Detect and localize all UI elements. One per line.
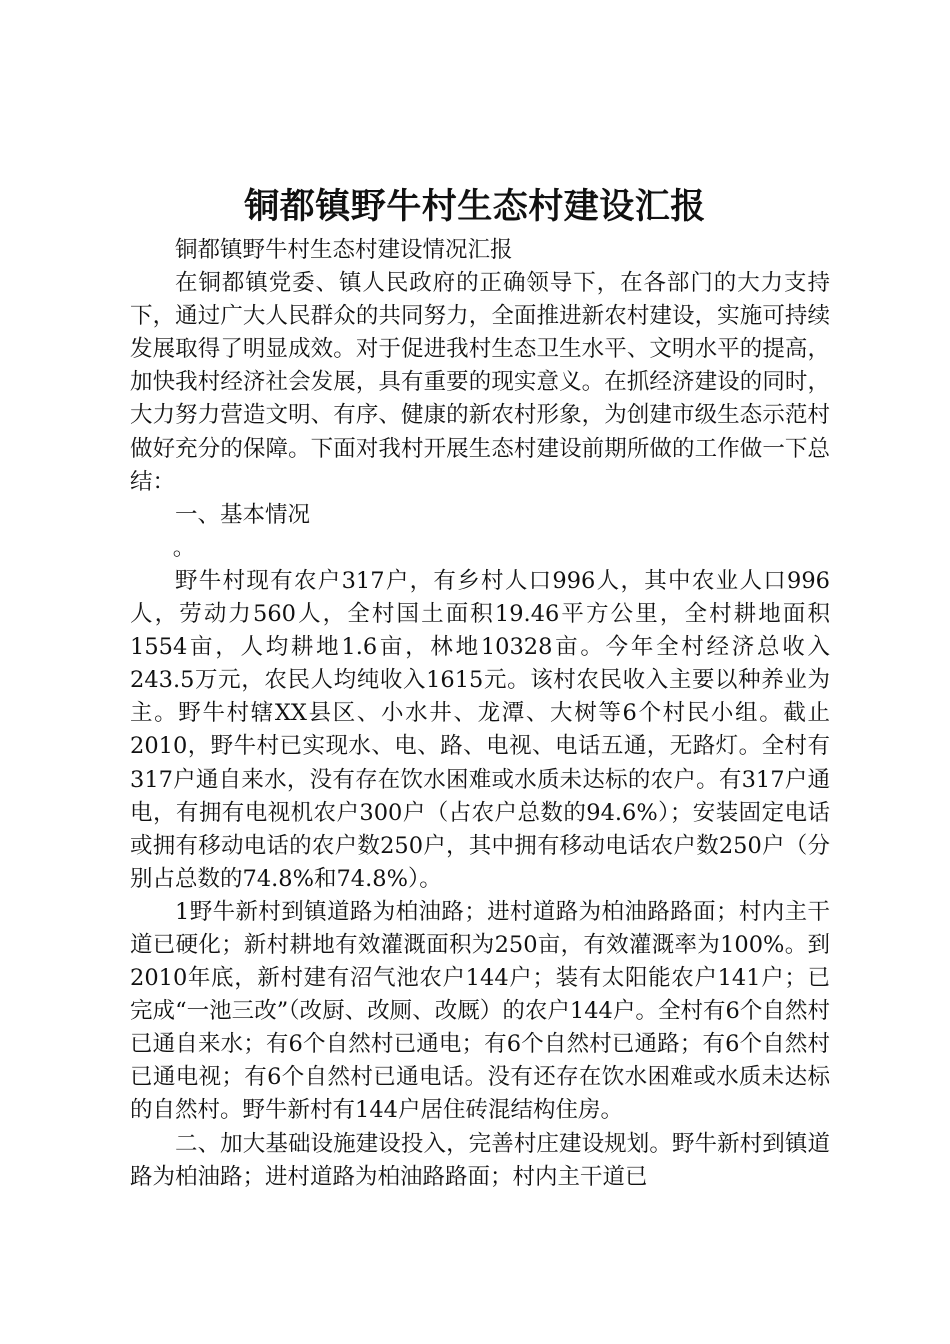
subtitle-paragraph: 铜都镇野牛村生态村建设情况汇报 [175,237,513,263]
section-heading-basic-situation: 一、基本情况 [175,501,311,528]
section-two-paragraph: 二、加大基础设施建设投入，完善村庄建设规划。野牛新村到镇道路为柏油路；进村道路为柏油路路面；村内主干道已 [130,1130,830,1190]
document-title: 铜都镇野牛村生态村建设汇报 [244,186,706,227]
village-statistics-paragraph: 野牛村现有农户317户，有乡村人口996人，其中农业人口996人，劳动力560人，全村国土面积19.46平方公里，全村耕地面积1554亩，人均耕地1.6亩，林地10328亩。今年全村经济总收入243.5万元，农民人均纯收入1615元。该村农民收入主要以种养业为主。野牛村辖XX县区、小水井、龙潭、大树等6个村民小组。截止2010，野牛村已实现水、电、路、电视、电话五通，无路灯。全村有317户通自来水，没有存在饮水困难或水质未达标的农户。有317户通电，有拥有电视机农户300户（占农户总数的94.6%）；安装固定电话或拥有移动电话的农户数250户，其中拥有移动电话农户数250户（分别占总数的74.8%和74.8%）。 [130,567,830,892]
document-body [130,234,830,1194]
stray-period-paragraph: 。 [172,534,196,561]
intro-paragraph: 在铜都镇党委、镇人民政府的正确领导下，在各部门的大力支持下，通过广大人民群众的共同努力，全面推进新农村建设，实施可持续发展取得了明显成效。对于促进我村生态卫生水平、文明水平的提高，加快我村经济社会发展，具有重要的现实意义。在抓经济建设的同时，大力努力营造文明、有序、健康的新农村形象，为创建市级生态示范村做好充分的保障。下面对我村开展生态村建设前期所做的工作做一下总结： [130,270,830,495]
infrastructure-paragraph: 1野牛新村到镇道路为柏油路；进村道路为柏油路路面；村内主干道已硬化；新村耕地有效灌溉面积为250亩，有效灌溉率为100%。到2010年底，新村建有沼气池农户144户；装有太阳能农户141户；已完成“一池三改”（改厨、改厕、改厩）的农户144户。全村有6个自然村已通自来水；有6个自然村已通电；有6个自然村已通路；有6个自然村已通电视；有6个自然村已通电话。没有还存在饮水困难或水质未达标的自然村。野牛新村有144户居住砖混结构住房。 [130,898,830,1124]
